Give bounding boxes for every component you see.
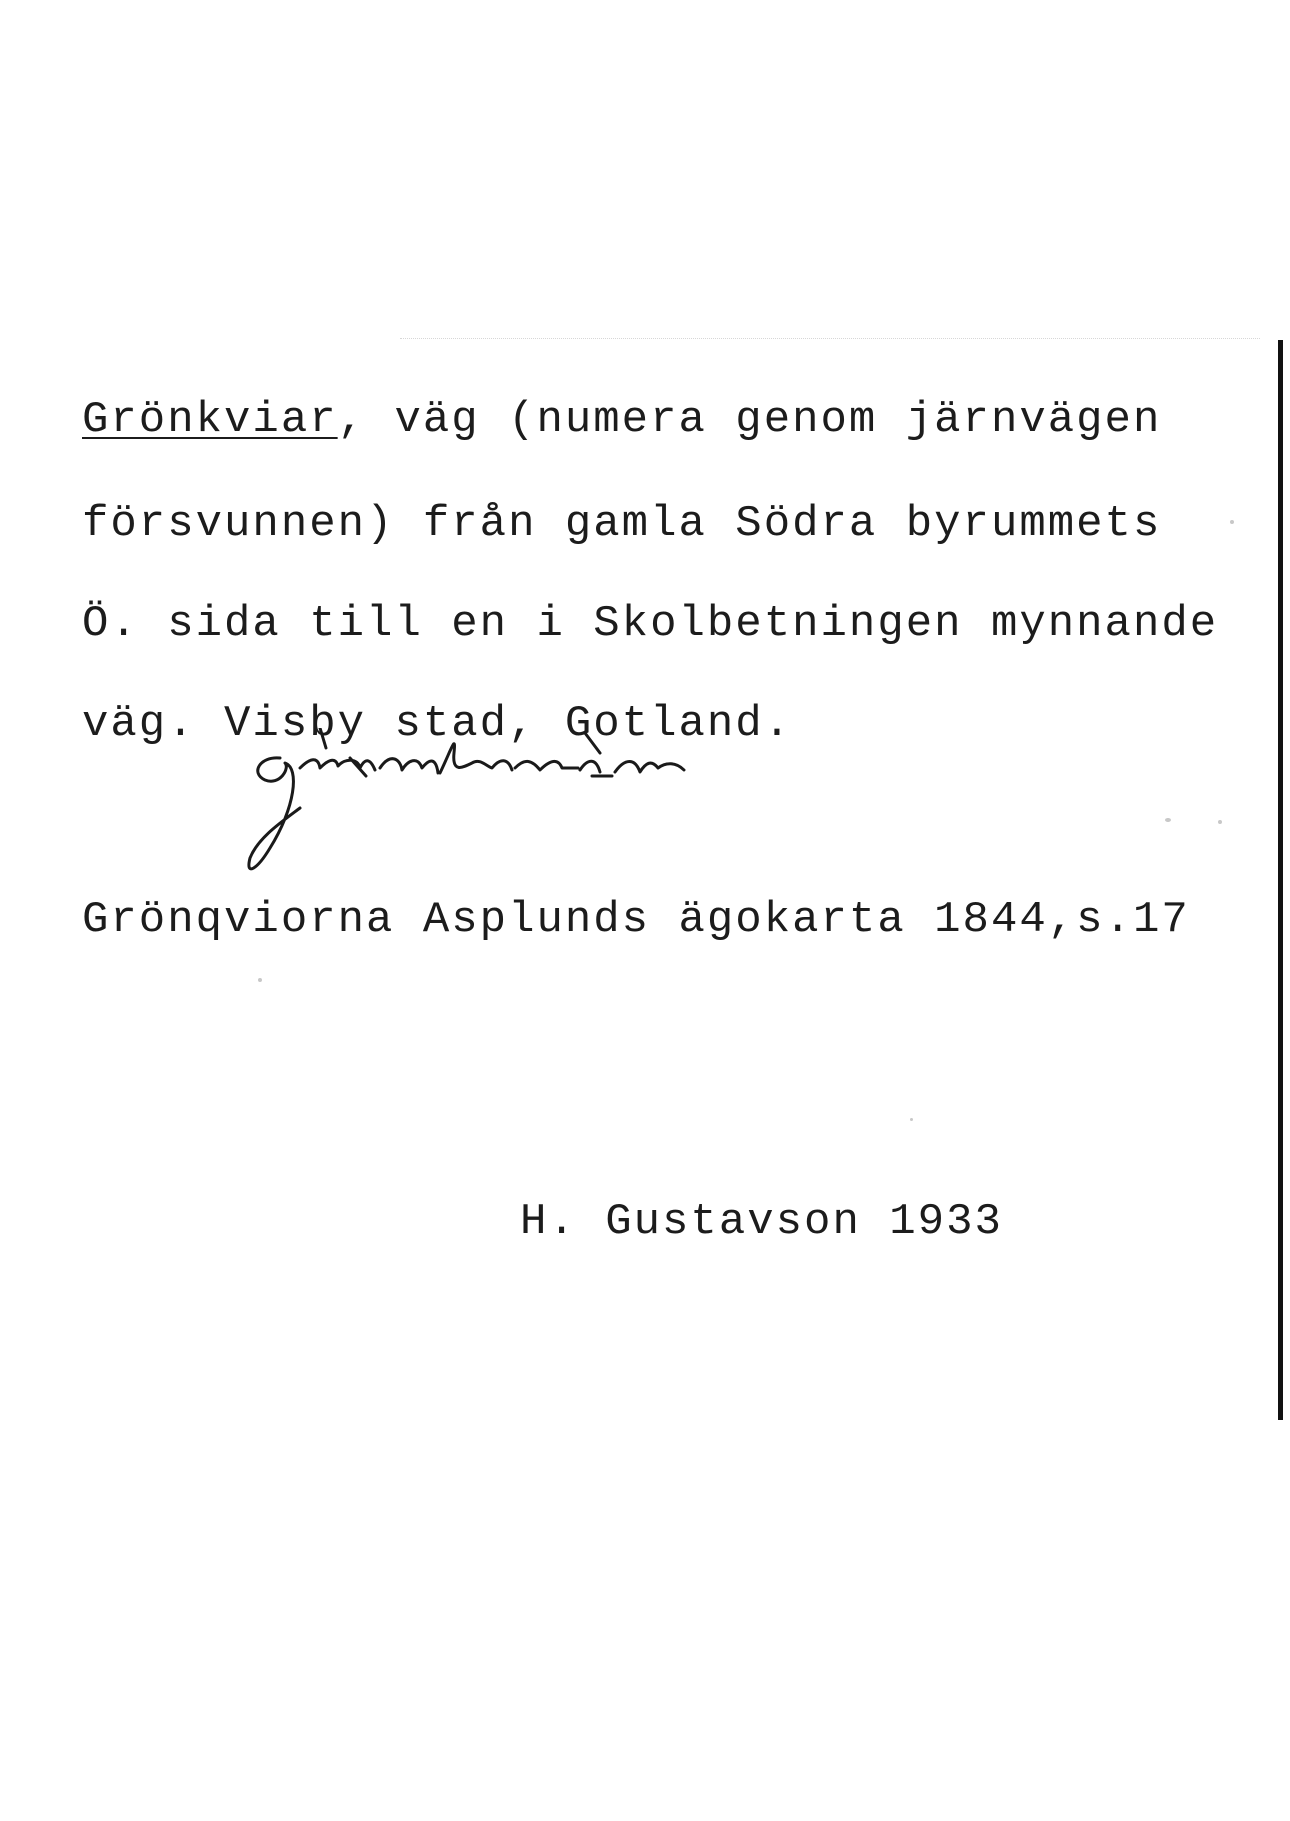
card-line-1 bbox=[82, 395, 1162, 445]
speck bbox=[258, 978, 262, 982]
handwritten-signature bbox=[240, 728, 850, 888]
speck bbox=[1230, 520, 1234, 524]
card-right-border bbox=[1278, 340, 1283, 1420]
speck bbox=[1218, 820, 1222, 824]
card-line-4: väg. Visby stad, Gotland. bbox=[82, 699, 793, 749]
dotted-rule bbox=[400, 338, 1260, 339]
card-line-2: försvunnen) från gamla Södra byrummets bbox=[82, 499, 1162, 549]
card-line-3: Ö. sida till en i Skolbetningen mynnande bbox=[82, 599, 1219, 649]
source-line: Grönqviorna Asplunds ägokarta 1844,s.17 bbox=[82, 895, 1190, 945]
speck bbox=[910, 1118, 913, 1121]
line-1-text: , väg (numera genom järnvägen bbox=[337, 395, 1162, 445]
headword: Grönkviar bbox=[82, 395, 338, 445]
author-line: H. Gustavson 1933 bbox=[520, 1197, 1003, 1247]
speck bbox=[1165, 818, 1171, 822]
